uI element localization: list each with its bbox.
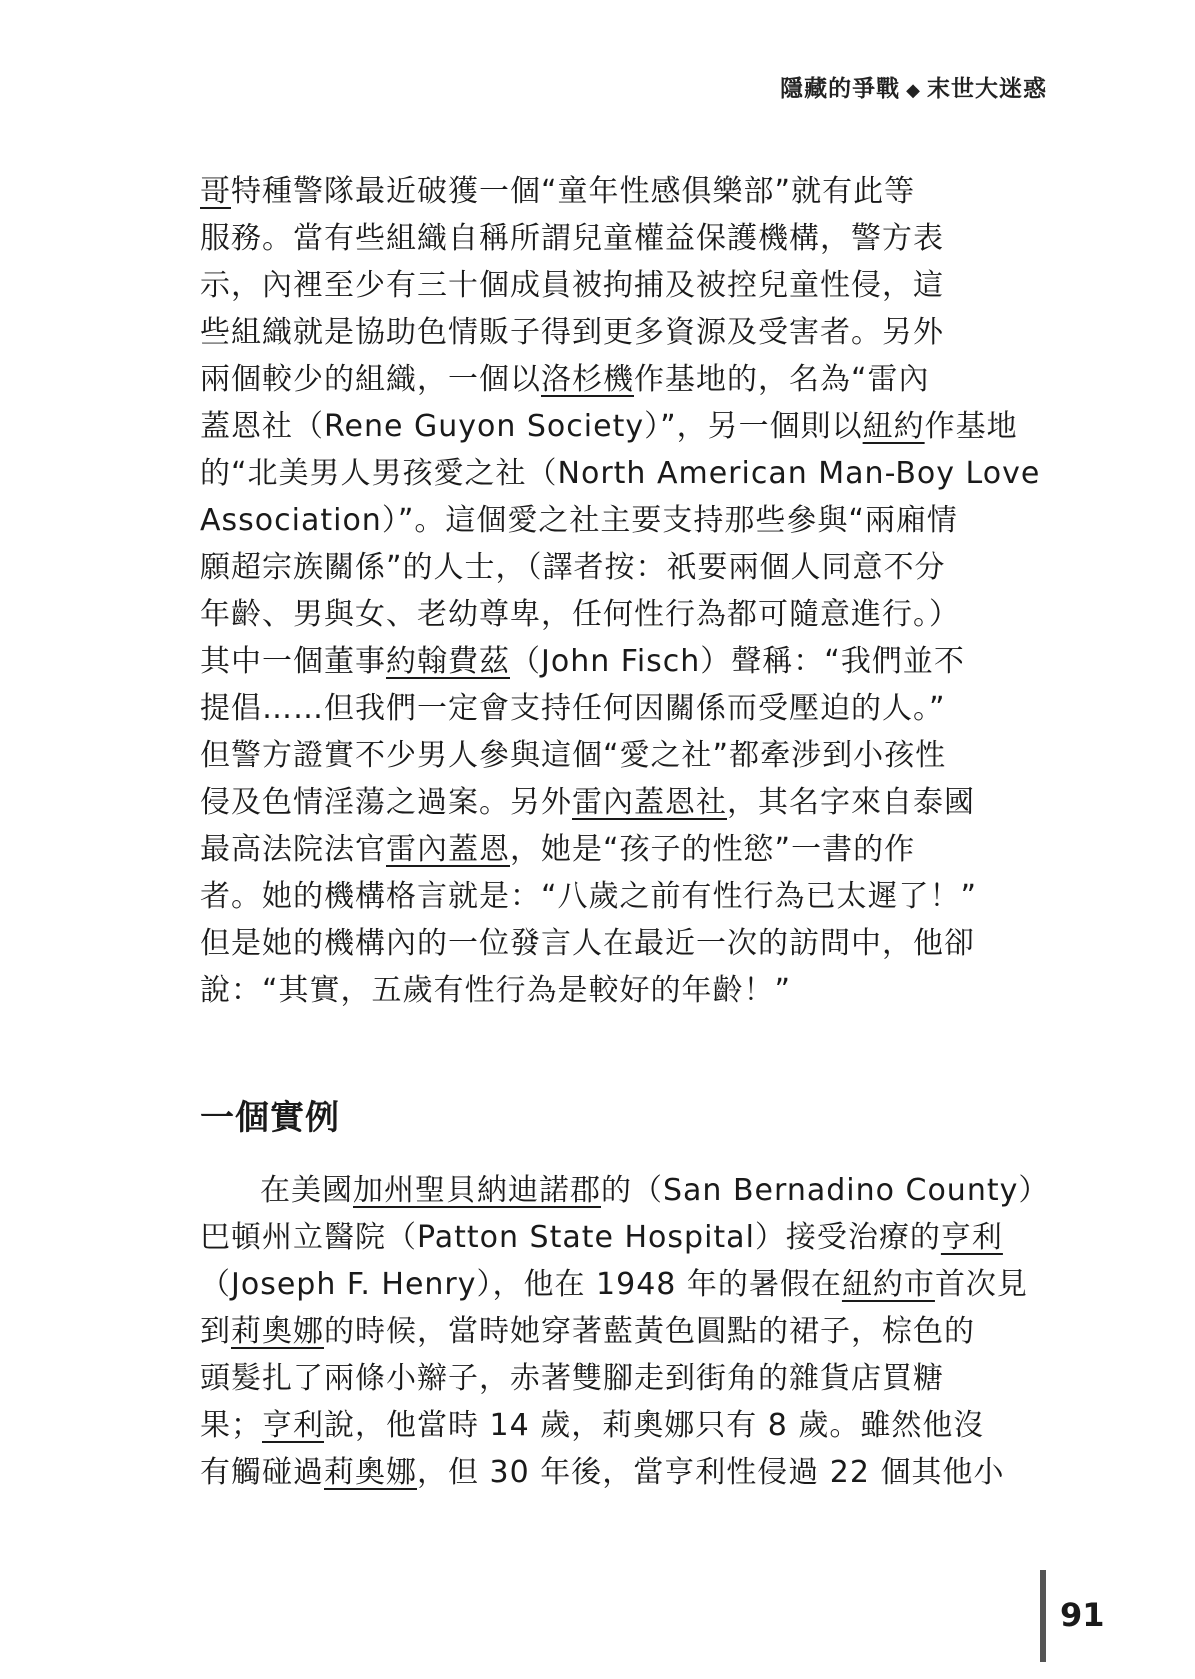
text-line: 巴頓州立醫院（Patton State Hospital）接受治療的亨利 bbox=[200, 1220, 1003, 1255]
text-line: Association）”。這個愛之社主要支持那些參與“兩廂情 bbox=[200, 503, 958, 538]
text-line: 者。她的機構格言就是：“八歲之前有性行為已太遲了！” bbox=[200, 879, 978, 914]
text-line: 服務。當有些組織自稱所謂兒童權益保護機構，警方表 bbox=[200, 221, 944, 256]
text-line: 在美國加州聖貝納迪諾郡的（San Bernadino County） bbox=[260, 1173, 1050, 1208]
text-line: 提倡……但我們一定會支持任何因關係而受壓迫的人。” bbox=[200, 691, 946, 726]
paragraph-1 bbox=[200, 168, 1052, 1014]
text-line: 說：“其實，五歲有性行為是較好的年齡！” bbox=[200, 973, 792, 1008]
section-heading: 一個實例 bbox=[200, 1098, 340, 1138]
text-line: 到莉奧娜的時候，當時她穿著藍黃色圓點的裙子，棕色的 bbox=[200, 1314, 975, 1349]
text-line: 侵及色情淫蕩之過案。另外雷內蓋恩社，其名字來自泰國 bbox=[200, 785, 975, 820]
text-line: 願超宗族關係”的人士，（譯者按：祇要兩個人同意不分 bbox=[200, 550, 946, 585]
text-line: 些組織就是協助色情販子得到更多資源及受害者。另外 bbox=[200, 315, 944, 350]
text-line: 蓋恩社（Rene Guyon Society）”，另一個則以紐約作基地 bbox=[200, 409, 1018, 444]
text-line: 但是她的機構內的一位發言人在最近一次的訪問中，他卻 bbox=[200, 926, 975, 961]
page-number: 91 bbox=[1060, 1596, 1105, 1634]
diamond-separator-icon: ◆ bbox=[906, 80, 921, 101]
text-line: 示，內裡至少有三十個成員被拘捕及被控兒童性侵，這 bbox=[200, 268, 944, 303]
text-line: 年齡、男與女、老幼尊卑，任何性行為都可隨意進行。） bbox=[200, 597, 960, 632]
text-line: 哥特種警隊最近破獲一個“童年性感俱樂部”就有此等 bbox=[200, 174, 916, 209]
running-header bbox=[780, 70, 1047, 103]
text-line: 的“北美男人男孩愛之社（North American Man-Boy Love bbox=[200, 456, 1041, 491]
text-line: 兩個較少的組織，一個以洛杉機作基地的，名為“雷內 bbox=[200, 362, 930, 397]
page-number-rule bbox=[1040, 1570, 1046, 1662]
paragraph-2 bbox=[200, 1167, 1052, 1496]
text-line: （Joseph F. Henry），他在 1948 年的暑假在紐約市首次見 bbox=[200, 1267, 1028, 1302]
text-line: 其中一個董事約翰費茲（John Fisch）聲稱：“我們並不 bbox=[200, 644, 965, 679]
book-title: 隱藏的爭戰 bbox=[780, 76, 901, 102]
text-line: 果；亨利說，他當時 14 歲，莉奧娜只有 8 歲。雖然他沒 bbox=[200, 1408, 985, 1443]
text-line: 最高法院法官雷內蓋恩，她是“孩子的性慾”一書的作 bbox=[200, 832, 916, 867]
chapter-title: 末世大迷惑 bbox=[927, 76, 1047, 102]
text-line: 有觸碰過莉奧娜，但 30 年後，當亨利性侵過 22 個其他小 bbox=[200, 1455, 1005, 1490]
text-line: 頭髮扎了兩條小辮子，赤著雙腳走到街角的雜貨店買糖 bbox=[200, 1361, 944, 1396]
text-line: 但警方證實不少男人參與這個“愛之社”都牽涉到小孩性 bbox=[200, 738, 947, 773]
